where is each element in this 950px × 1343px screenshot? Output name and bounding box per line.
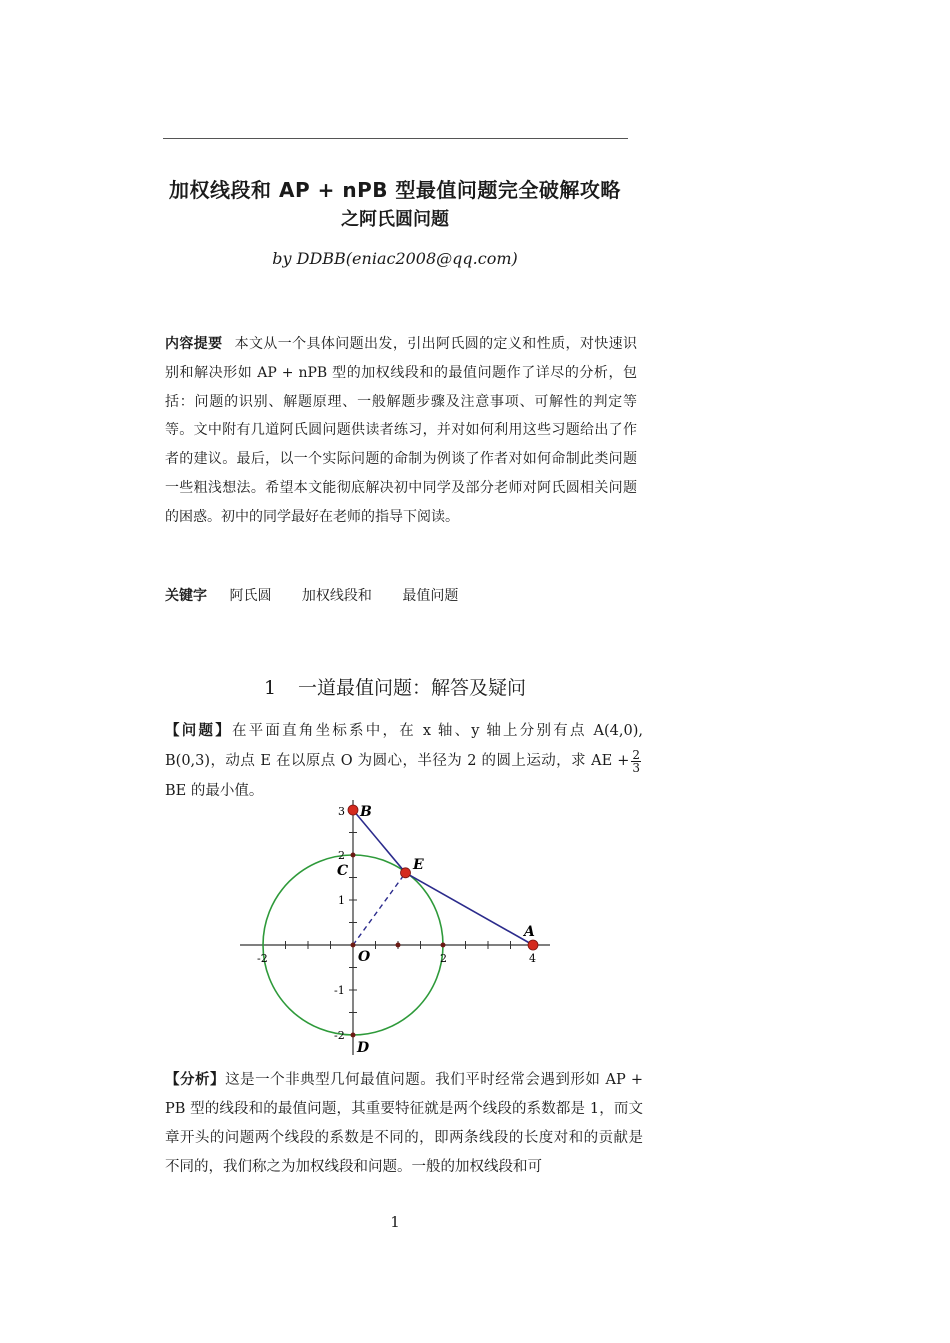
keyword-2: 加权线段和 — [301, 588, 372, 604]
point-D — [351, 1033, 356, 1038]
x-tick-label: -2 — [257, 952, 268, 965]
label-B: B — [360, 804, 372, 820]
label-E: E — [413, 857, 424, 873]
abstract-text: 本文从一个具体问题出发，引出阿氏圆的定义和性质，对快速识别和解决形如 AP + nPB 型的加权线段和的最值问题作了详尽的分析，包括：问题的识别、解题原理、一般解题步骤及注意事项、可解性的判定等等。文中附有几道阿氏圆问题供读者练习，并对如何利用这些习题给出了作者的建议。最后，以一个实际问题的命制为例谈了作者对如何命制此类问题一些粗浅想法。希望本文能彻底解决初中同学及部分老师对阿氏圆相关问题的困惑。初中的同学最好在老师的指导下阅读。 — [165, 336, 638, 525]
keyword-1: 阿氏圆 — [229, 588, 272, 604]
fraction — [631, 749, 641, 774]
y-tick-label: -2 — [334, 1029, 345, 1042]
top-rule — [163, 138, 628, 139]
label-D: D — [357, 1040, 370, 1056]
x-tick-label: 2 — [440, 952, 447, 965]
analysis-text: 这是一个非典型几何最值问题。我们平时经常会遇到形如 AP + PB 型的线段和的最值问题，其重要特征就是两个线段的系数都是 1，而文章开头的问题两个线段的系数是不同的，即两条线段的长度对和的贡献是不同的，我们称之为加权线段和问题。一般的加权线段和可 — [165, 1072, 644, 1175]
section-heading — [120, 673, 670, 700]
coordinate-figure — [230, 795, 560, 1060]
point-E — [401, 868, 411, 878]
title-line-1: 加权线段和 AP + nPB 型最值问题完全破解攻略 — [169, 178, 621, 202]
abstract — [165, 330, 637, 532]
segment-EA — [406, 873, 534, 945]
keywords-label: 关键字 — [165, 588, 207, 604]
y-tick-label: 3 — [338, 805, 345, 818]
problem-text-b: BE 的最小值。 — [165, 783, 264, 799]
fraction-numerator: 2 — [632, 747, 640, 762]
author-byline: by DDBB(eniac2008@qq.com) — [272, 249, 518, 268]
page-number: 1 — [390, 1213, 400, 1231]
point-A — [528, 940, 538, 950]
y-tick-label: 1 — [338, 894, 345, 907]
label-O: O — [358, 949, 371, 965]
keyword-3: 最值问题 — [402, 588, 459, 604]
label-C: C — [337, 863, 349, 879]
problem-text-a: 在平面直角坐标系中，在 x 轴、y 轴上分别有点 A(4,0), B(0,3)，动点 E 在以原点 O 为圆心，半径为 2 的圆上运动，求 AE + — [165, 723, 644, 769]
section-title: 一道最值问题：解答及疑问 — [298, 677, 527, 699]
segment-OE-dashed — [353, 873, 406, 945]
point-O — [351, 943, 356, 948]
section-number: 1 — [263, 677, 277, 699]
problem-statement — [165, 716, 643, 806]
y-tick-label: -1 — [334, 984, 345, 997]
analysis-label: 【分析】 — [165, 1072, 226, 1088]
keywords — [165, 585, 484, 605]
label-A: A — [524, 924, 535, 940]
point-x1 — [396, 943, 401, 948]
point-x2 — [441, 943, 446, 948]
point-C — [351, 853, 356, 858]
point-B — [348, 805, 358, 815]
analysis-paragraph — [165, 1066, 643, 1182]
fraction-denominator: 3 — [632, 760, 640, 775]
y-tick-label: 2 — [338, 849, 345, 862]
problem-label: 【问题】 — [165, 723, 232, 739]
title-line-2: 之阿氏圆问题 — [341, 209, 449, 230]
abstract-label: 内容提要 — [165, 336, 223, 352]
x-tick-label: 4 — [529, 952, 536, 965]
